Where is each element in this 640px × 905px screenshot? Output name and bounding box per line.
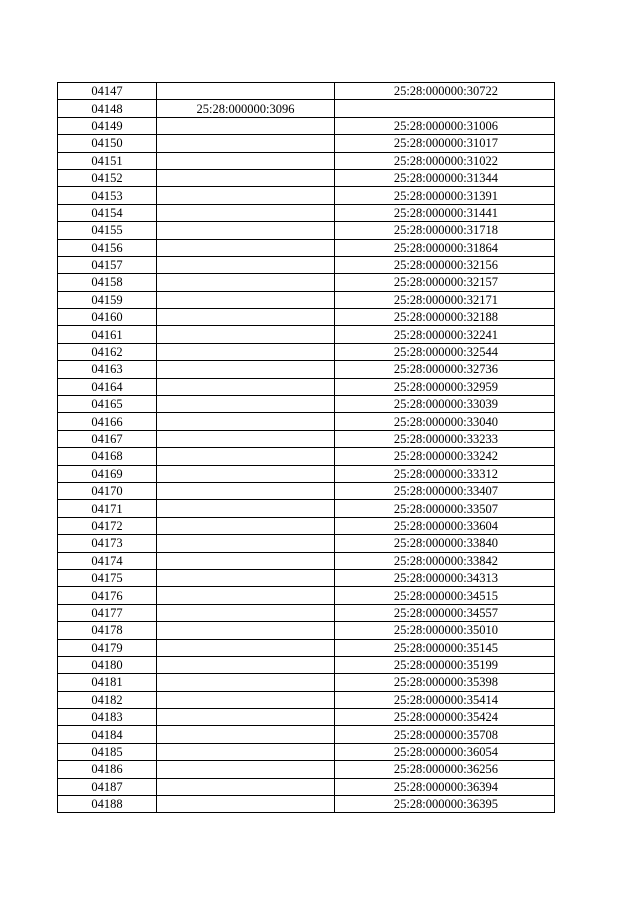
table-row (58, 552, 555, 569)
cadastral-number-cell: 25:28:000000:36054 (335, 743, 555, 760)
cadastral-number-cell: 25:28:000000:35010 (335, 622, 555, 639)
table-row (58, 482, 555, 499)
cadastral-number-cell (157, 291, 335, 308)
cadastral-number-cell (157, 622, 335, 639)
row-number-cell: 04186 (58, 761, 157, 778)
table-row (58, 604, 555, 621)
table-row (58, 674, 555, 691)
row-number-cell: 04158 (58, 274, 157, 291)
table-row (58, 743, 555, 760)
row-number-cell: 04149 (58, 117, 157, 134)
row-number-cell: 04176 (58, 587, 157, 604)
cadastral-number-cell (157, 639, 335, 656)
cadastral-number-cell (157, 482, 335, 499)
cadastral-number-cell: 25:28:000000:32157 (335, 274, 555, 291)
cadastral-number-cell (157, 326, 335, 343)
cadastral-number-cell: 25:28:000000:32959 (335, 378, 555, 395)
cadastral-number-table (57, 82, 555, 813)
row-number-cell: 04180 (58, 656, 157, 673)
cadastral-number-cell (157, 517, 335, 534)
table-row (58, 343, 555, 360)
table-row (58, 726, 555, 743)
row-number-cell: 04177 (58, 604, 157, 621)
cadastral-number-cell (335, 100, 555, 117)
table-row (58, 291, 555, 308)
row-number-cell: 04147 (58, 83, 157, 100)
row-number-cell: 04157 (58, 256, 157, 273)
row-number-cell: 04175 (58, 569, 157, 586)
cadastral-number-cell (157, 604, 335, 621)
cadastral-number-cell: 25:28:000000:32736 (335, 361, 555, 378)
row-number-cell: 04184 (58, 726, 157, 743)
cadastral-number-cell (157, 135, 335, 152)
table-row (58, 274, 555, 291)
cadastral-number-cell (157, 204, 335, 221)
cadastral-number-cell (157, 256, 335, 273)
cadastral-number-cell (157, 361, 335, 378)
cadastral-number-cell (157, 761, 335, 778)
cadastral-number-cell: 25:28:000000:31441 (335, 204, 555, 221)
cadastral-number-cell: 25:28:000000:35145 (335, 639, 555, 656)
table-row (58, 796, 555, 813)
table-row (58, 361, 555, 378)
table-row (58, 326, 555, 343)
table-row (58, 378, 555, 395)
row-number-cell: 04152 (58, 169, 157, 186)
cadastral-number-cell: 25:28:000000:32188 (335, 309, 555, 326)
table-row (58, 535, 555, 552)
cadastral-number-cell: 25:28:000000:34515 (335, 587, 555, 604)
cadastral-number-cell: 25:28:000000:34313 (335, 569, 555, 586)
row-number-cell: 04182 (58, 691, 157, 708)
table-row (58, 309, 555, 326)
table-row (58, 204, 555, 221)
cadastral-number-cell (157, 743, 335, 760)
cadastral-number-cell (157, 656, 335, 673)
cadastral-number-cell: 25:28:000000:32171 (335, 291, 555, 308)
cadastral-number-cell: 25:28:000000:34557 (335, 604, 555, 621)
row-number-cell: 04160 (58, 309, 157, 326)
table-row (58, 691, 555, 708)
cadastral-number-cell: 25:28:000000:31344 (335, 169, 555, 186)
cadastral-number-cell: 25:28:000000:33242 (335, 448, 555, 465)
row-number-cell: 04161 (58, 326, 157, 343)
cadastral-number-cell: 25:28:000000:33040 (335, 413, 555, 430)
cadastral-number-cell (157, 709, 335, 726)
row-number-cell: 04165 (58, 396, 157, 413)
cadastral-number-cell (157, 413, 335, 430)
row-number-cell: 04151 (58, 152, 157, 169)
cadastral-number-cell: 25:28:000000:30722 (335, 83, 555, 100)
cadastral-number-cell (157, 535, 335, 552)
row-number-cell: 04154 (58, 204, 157, 221)
row-number-cell: 04178 (58, 622, 157, 639)
cadastral-number-cell: 25:28:000000:32156 (335, 256, 555, 273)
row-number-cell: 04162 (58, 343, 157, 360)
cadastral-number-cell (157, 343, 335, 360)
cadastral-number-cell: 25:28:000000:33604 (335, 517, 555, 534)
row-number-cell: 04169 (58, 465, 157, 482)
table-row (58, 100, 555, 117)
cadastral-number-cell (157, 309, 335, 326)
cadastral-number-cell: 25:28:000000:31718 (335, 222, 555, 239)
cadastral-number-cell (157, 222, 335, 239)
cadastral-number-cell: 25:28:000000:31006 (335, 117, 555, 134)
table-row (58, 169, 555, 186)
cadastral-number-cell: 25:28:000000:31017 (335, 135, 555, 152)
cadastral-number-cell: 25:28:000000:33840 (335, 535, 555, 552)
row-number-cell: 04185 (58, 743, 157, 760)
cadastral-number-cell (157, 274, 335, 291)
table-row (58, 569, 555, 586)
row-number-cell: 04171 (58, 500, 157, 517)
row-number-cell: 04148 (58, 100, 157, 117)
cadastral-number-cell: 25:28:000000:31864 (335, 239, 555, 256)
table-row (58, 152, 555, 169)
table-row (58, 448, 555, 465)
cadastral-number-cell (157, 691, 335, 708)
cadastral-number-cell (157, 569, 335, 586)
cadastral-number-cell: 25:28:000000:36395 (335, 796, 555, 813)
row-number-cell: 04159 (58, 291, 157, 308)
cadastral-number-cell: 25:28:000000:3096 (157, 100, 335, 117)
cadastral-number-cell (157, 83, 335, 100)
cadastral-number-cell (157, 169, 335, 186)
cadastral-number-cell: 25:28:000000:35414 (335, 691, 555, 708)
cadastral-number-cell: 25:28:000000:35398 (335, 674, 555, 691)
cadastral-number-cell: 25:28:000000:35199 (335, 656, 555, 673)
row-number-cell: 04170 (58, 482, 157, 499)
table-row (58, 587, 555, 604)
row-number-cell: 04150 (58, 135, 157, 152)
table-row (58, 500, 555, 517)
cadastral-number-cell (157, 500, 335, 517)
table-row (58, 517, 555, 534)
cadastral-number-cell (157, 796, 335, 813)
cadastral-number-cell: 25:28:000000:33407 (335, 482, 555, 499)
table-row (58, 709, 555, 726)
table-row (58, 413, 555, 430)
table-row (58, 83, 555, 100)
cadastral-number-cell (157, 239, 335, 256)
table-row (58, 778, 555, 795)
cadastral-number-cell: 25:28:000000:36256 (335, 761, 555, 778)
cadastral-number-cell (157, 778, 335, 795)
cadastral-number-cell: 25:28:000000:32241 (335, 326, 555, 343)
cadastral-number-cell (157, 378, 335, 395)
cadastral-number-cell (157, 726, 335, 743)
cadastral-number-cell: 25:28:000000:35424 (335, 709, 555, 726)
cadastral-number-cell: 25:28:000000:33842 (335, 552, 555, 569)
table-row (58, 430, 555, 447)
row-number-cell: 04172 (58, 517, 157, 534)
cadastral-number-cell: 25:28:000000:33507 (335, 500, 555, 517)
row-number-cell: 04183 (58, 709, 157, 726)
cadastral-number-cell (157, 117, 335, 134)
row-number-cell: 04163 (58, 361, 157, 378)
cadastral-number-cell (157, 430, 335, 447)
table-body (58, 83, 555, 813)
row-number-cell: 04153 (58, 187, 157, 204)
table-row (58, 135, 555, 152)
table-row (58, 187, 555, 204)
cadastral-number-cell: 25:28:000000:33039 (335, 396, 555, 413)
cadastral-number-cell (157, 674, 335, 691)
table-row (58, 465, 555, 482)
row-number-cell: 04173 (58, 535, 157, 552)
cadastral-number-cell: 25:28:000000:36394 (335, 778, 555, 795)
row-number-cell: 04174 (58, 552, 157, 569)
table-row (58, 761, 555, 778)
cadastral-number-cell: 25:28:000000:31391 (335, 187, 555, 204)
row-number-cell: 04179 (58, 639, 157, 656)
table-row (58, 622, 555, 639)
row-number-cell: 04164 (58, 378, 157, 395)
cadastral-number-cell: 25:28:000000:31022 (335, 152, 555, 169)
cadastral-number-cell: 25:28:000000:35708 (335, 726, 555, 743)
row-number-cell: 04168 (58, 448, 157, 465)
row-number-cell: 04188 (58, 796, 157, 813)
row-number-cell: 04166 (58, 413, 157, 430)
row-number-cell: 04155 (58, 222, 157, 239)
cadastral-number-cell (157, 465, 335, 482)
cadastral-number-cell (157, 587, 335, 604)
cadastral-number-cell (157, 448, 335, 465)
cadastral-number-cell (157, 552, 335, 569)
cadastral-number-cell (157, 187, 335, 204)
cadastral-number-cell (157, 396, 335, 413)
table-row (58, 117, 555, 134)
cadastral-number-cell (157, 152, 335, 169)
table-row (58, 239, 555, 256)
cadastral-number-cell: 25:28:000000:32544 (335, 343, 555, 360)
table-row (58, 256, 555, 273)
table-row (58, 222, 555, 239)
row-number-cell: 04181 (58, 674, 157, 691)
row-number-cell: 04187 (58, 778, 157, 795)
row-number-cell: 04167 (58, 430, 157, 447)
cadastral-number-cell: 25:28:000000:33312 (335, 465, 555, 482)
table-row (58, 639, 555, 656)
cadastral-number-cell: 25:28:000000:33233 (335, 430, 555, 447)
table-row (58, 656, 555, 673)
row-number-cell: 04156 (58, 239, 157, 256)
table-row (58, 396, 555, 413)
